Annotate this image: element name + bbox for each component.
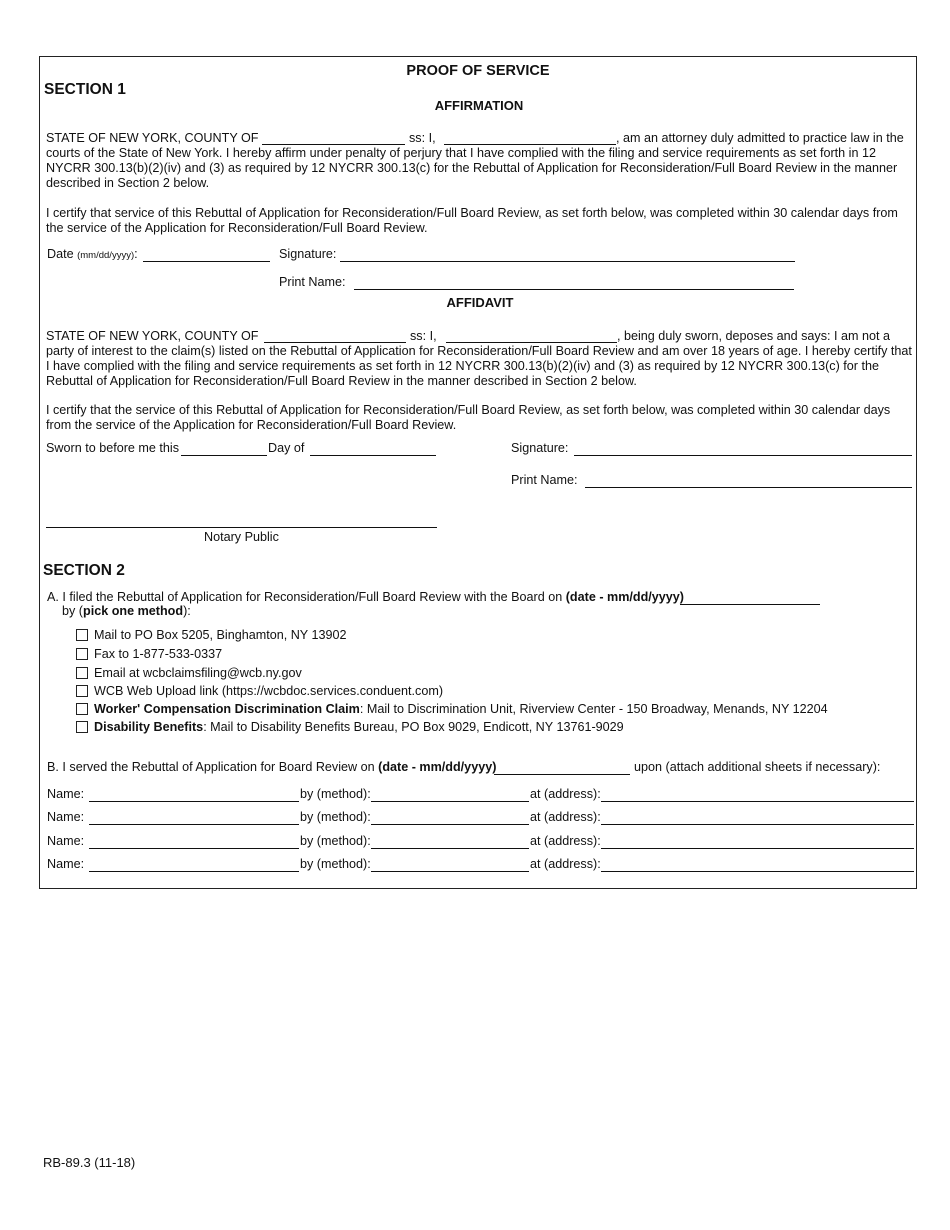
address-input[interactable] <box>601 801 914 802</box>
method-input[interactable] <box>371 871 529 872</box>
address-label: at (address): <box>530 810 601 824</box>
address-label: at (address): <box>530 787 601 801</box>
afd-county-input[interactable] <box>264 342 406 343</box>
s2b-text: B. I served the Rebuttal of Application for Board Review on (date - mm/dd/yyyy) <box>47 760 497 774</box>
name-input[interactable] <box>89 848 299 849</box>
aff-print-name-input[interactable] <box>354 289 794 290</box>
aff-certify-text: I certify that service of this Rebuttal of Application for Reconsideration/Full Board Review, as set forth below, was completed within 30 calendar days from the service of the Application for Reconsideration/Full Board Review. <box>46 206 898 235</box>
aff-attorney-tail: , am an attorney duly admitted to practice law in the <box>616 131 904 145</box>
afd-sworn-label: Sworn to before me this <box>46 441 179 455</box>
s2b-date-input[interactable] <box>494 774 630 775</box>
address-label: at (address): <box>530 857 601 871</box>
method-label: by (method): <box>300 787 371 801</box>
affidavit-heading: AFFIDAVIT <box>446 295 514 310</box>
afd-print-name-input[interactable] <box>585 487 912 488</box>
afd-body-text: party of interest to the claim(s) listed on the Rebuttal of Application for Reconsideration/Full Board Review and am over 18 years of age. I hereby certify that I have complied with the filing and service requirements as set forth in 12 NYCRR 300.13(b)(2)(iv) and (3) as required by 12 NYCRR 300.13(c) for the Rebuttal of Application for Reconsideration/Full Board Review in the manner described in Section 2 below. <box>46 344 912 388</box>
affirmation-heading: AFFIRMATION <box>434 98 524 113</box>
aff-body-text: courts of the State of New York. I hereby affirm under penalty of perjury that I have complied with the filing and service requirements as set forth in 12 NYCRR 300.13(b)(2)(iv) and (3) as required by 12 NYCRR 300.13(c) for the Rebuttal of Application for Reconsideration/Full Board Review in the manner described in Section 2 below. <box>46 146 898 190</box>
name-label: Name: <box>47 810 85 824</box>
afd-month-input[interactable] <box>310 455 436 456</box>
aff-date-label: Date (mm/dd/yyyy): <box>47 247 138 261</box>
name-input[interactable] <box>89 824 299 825</box>
method-label: WCB Web Upload link (https://wcbdoc.services.conduent.com) <box>94 684 444 698</box>
afd-certify-text: I certify that the service of this Rebuttal of Application for Reconsideration/Full Board Review, as set forth below, was completed within 30 calendar days from the service of the Application for Reconsideration/Full Board Review. <box>46 403 891 432</box>
afd-day-input[interactable] <box>181 455 267 456</box>
notary-signature-input[interactable] <box>46 527 437 528</box>
address-input[interactable] <box>601 871 914 872</box>
date-format-hint: (mm/dd/yyyy) <box>77 250 135 261</box>
method-input[interactable] <box>371 848 529 849</box>
name-label: Name: <box>47 787 85 801</box>
method-label: by (method): <box>300 810 371 824</box>
method-label: Fax to 1-877-533-0337 <box>94 647 223 661</box>
method-checkbox[interactable] <box>76 648 88 660</box>
method-input[interactable] <box>371 824 529 825</box>
section2-heading: SECTION 2 <box>43 562 125 579</box>
afd-signature-input[interactable] <box>574 455 912 456</box>
method-label: Mail to PO Box 5205, Binghamton, NY 13902 <box>94 628 347 642</box>
afd-print-name-label: Print Name: <box>511 473 578 487</box>
method-label: Email at wcbclaimsfiling@wcb.ny.gov <box>94 666 302 680</box>
form-title: PROOF OF SERVICE <box>406 63 550 79</box>
method-label: by (method): <box>300 857 371 871</box>
address-label: at (address): <box>530 834 601 848</box>
method-label: Disability Benefits: Mail to Disability Benefits Bureau, PO Box 9029, Endicott, NY 13761-9029 <box>94 720 624 734</box>
name-input[interactable] <box>89 871 299 872</box>
s2a-by-label: by (pick one method): <box>62 604 191 618</box>
aff-attorney-name-input[interactable] <box>444 144 616 145</box>
afd-day-of-label: Day of <box>268 441 305 455</box>
form-number: RB-89.3 (11-18) <box>43 1155 136 1170</box>
afd-name-input[interactable] <box>446 342 617 343</box>
notary-label: Notary Public <box>204 530 279 544</box>
method-checkbox[interactable] <box>76 685 88 697</box>
afd-state-label: STATE OF NEW YORK, COUNTY OF <box>46 329 259 343</box>
method-checkbox[interactable] <box>76 703 88 715</box>
method-input[interactable] <box>371 801 529 802</box>
aff-county-input[interactable] <box>262 144 405 145</box>
method-checkbox[interactable] <box>76 721 88 733</box>
method-label: by (method): <box>300 834 371 848</box>
address-input[interactable] <box>601 848 914 849</box>
s2a-date-input[interactable] <box>680 604 820 605</box>
method-label: Worker' Compensation Discrimination Claim: Mail to Discrimination Unit, Riverview Center - 150 Broadway, Menands, NY 12204 <box>94 702 828 716</box>
aff-date-input[interactable] <box>143 261 270 262</box>
name-label: Name: <box>47 834 85 848</box>
afd-ss-label: ss: I, <box>410 329 437 343</box>
method-checkbox[interactable] <box>76 629 88 641</box>
s2a-text: A. I filed the Rebuttal of Application for Reconsideration/Full Board Review with the Board on (date - mm/dd/yyyy) <box>47 590 685 604</box>
aff-signature-input[interactable] <box>340 261 795 262</box>
aff-print-name-label: Print Name: <box>279 275 346 289</box>
aff-ss-label: ss: I, <box>409 131 436 145</box>
name-label: Name: <box>47 857 85 871</box>
aff-state-label: STATE OF NEW YORK, COUNTY OF <box>46 131 259 145</box>
afd-sworn-tail: , being duly sworn, deposes and says: I am not a <box>617 329 891 343</box>
aff-signature-label: Signature: <box>279 247 337 261</box>
s2b-tail: upon (attach additional sheets if necessary): <box>634 760 881 774</box>
s2b-date-label: (date - mm/dd/yyyy) <box>378 760 497 774</box>
section1-heading: SECTION 1 <box>44 81 126 98</box>
afd-signature-label: Signature: <box>511 441 569 455</box>
name-input[interactable] <box>89 801 299 802</box>
method-checkbox[interactable] <box>76 667 88 679</box>
s2a-date-label: (date - mm/dd/yyyy) <box>565 590 685 604</box>
address-input[interactable] <box>601 824 914 825</box>
